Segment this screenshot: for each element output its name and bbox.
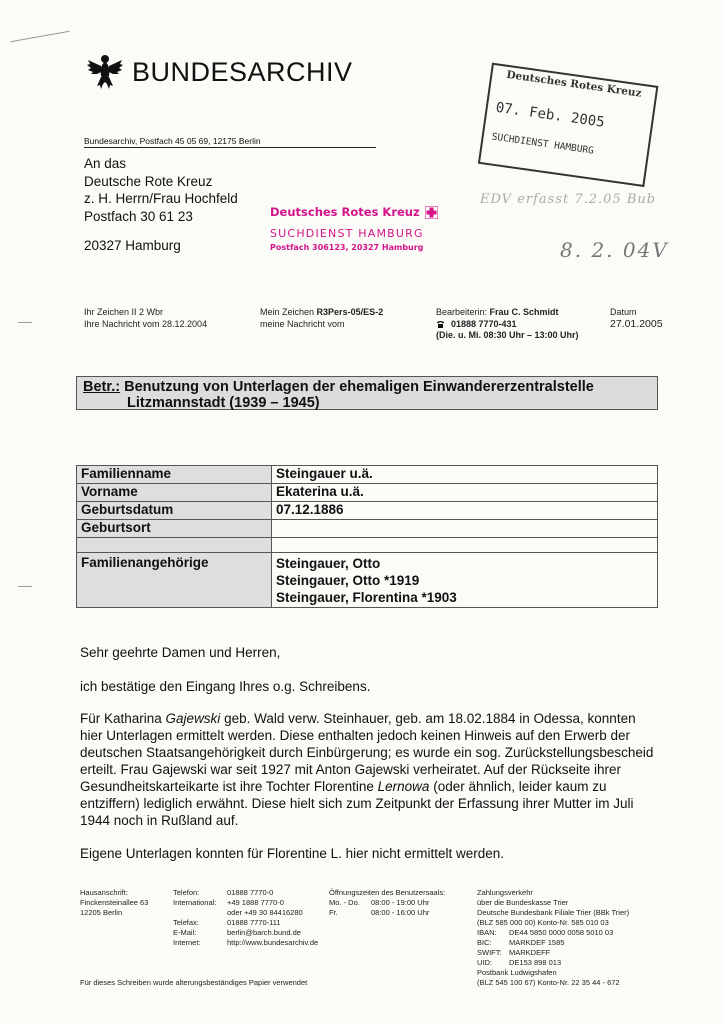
table-row — [77, 502, 658, 520]
footer-line: 12205 Berlin — [80, 908, 123, 917]
row-value: 07.12.1886 — [272, 502, 658, 520]
drk-stamp — [270, 205, 460, 252]
row-value — [272, 553, 658, 608]
footer-contact — [173, 888, 318, 948]
text-run: geb. Wald verw. Steinhauer, geb. am 18.02.1884 in Odessa, konnten hier Unterlagen ermittelt werden. Diese enthalten jedoch keinen Hinweis auf den Erwerb der deutschen Staatsangehörigkeit durch Einbürgerung; es wurde ein sog. Zurückstellungsbescheid erteilt. Frau Gajewski war seit 1927 mit Anton Gajewski verheiratet. Auf der Rückseite ihrer Gesundheitskarteikarte ist ihre Tochter Florentine — [80, 711, 654, 794]
footer-value: 01888 7770-111 — [227, 918, 281, 927]
subject-box — [76, 376, 658, 410]
body-paragraph: Eigene Unterlagen konnten für Florentine L. hier nicht ermittelt werden. — [80, 846, 504, 861]
scan-mark — [10, 31, 69, 42]
footer-key: Internet: — [173, 938, 201, 947]
drk-stamp-address: Postfach 306123, 20327 Hamburg — [270, 243, 424, 252]
table-row — [77, 538, 658, 553]
footer-value: 01888 7770-0 — [227, 888, 274, 897]
drk-stamp-org: Deutsches Rotes Kreuz — [270, 205, 420, 219]
footer-value: 08:00 - 19:00 Uhr — [371, 898, 430, 907]
row-label: Geburtsdatum — [77, 502, 272, 520]
footer-line: Öffnungszeiten des Benutzersaals: — [329, 888, 446, 897]
recipient-zipcity: 20327 Hamburg — [84, 238, 181, 253]
brand-name: BUNDESARCHIV — [132, 56, 353, 87]
row-value — [272, 520, 658, 538]
footer-line: über die Bundeskasse Trier — [477, 898, 569, 907]
footer-key: SWIFT: — [477, 948, 502, 957]
recipient-line: Postfach 30 61 23 — [84, 208, 193, 224]
footer-key: UID: — [477, 958, 492, 967]
recipient-address — [84, 155, 238, 225]
bearbeiterin-value: Frau C. Schmidt — [489, 307, 559, 317]
ihr-zeichen-block — [84, 307, 207, 330]
surname-emphasis: Gajewski — [165, 711, 221, 726]
footer-line: Finckensteinallee 63 — [80, 898, 149, 907]
body-paragraph — [80, 710, 660, 829]
mein-zeichen-block — [260, 307, 383, 330]
footer-key: International: — [173, 898, 217, 907]
drk-stamp-dept: SUCHDIENST HAMBURG — [270, 227, 424, 240]
footer-opening-hours — [329, 888, 445, 918]
footer-payment — [477, 888, 629, 988]
body-paragraph: ich bestätige den Eingang Ihres o.g. Schreibens. — [80, 679, 371, 694]
received-stamp — [478, 63, 661, 190]
text-run: Für Katharina — [80, 711, 166, 726]
ihre-nachricht: Ihre Nachricht vom 28.12.2004 — [84, 318, 208, 329]
footer-value: DE153 898 013 — [509, 958, 562, 967]
mein-zeichen-label: Mein Zeichen — [260, 307, 315, 317]
received-stamp-date: 07. Feb. 2005 — [494, 99, 606, 131]
table-row — [77, 466, 658, 484]
row-value: Ekaterina u.ä. — [272, 484, 658, 502]
recipient-line: z. H. Herrn/Frau Hochfeld — [84, 191, 238, 206]
row-label: Familienname — [77, 466, 272, 484]
handwritten-note: EDV erfasst 7.2.05 Bub — [480, 192, 657, 207]
footer-line: Hausanschrift: — [80, 888, 128, 897]
footer-key: Mo. - Do. — [329, 898, 360, 907]
handwritten-note: 8. 2. 04V — [560, 238, 669, 262]
footer-value: oder +49 30 84416280 — [227, 908, 303, 917]
eagle-emblem-icon — [86, 52, 124, 92]
datum-label: Datum — [610, 307, 637, 317]
row-value: Steingauer u.ä. — [272, 466, 658, 484]
person-data-table — [76, 465, 658, 608]
fold-mark — [18, 322, 32, 323]
footer-line: (BLZ 585 000 00) Konto-Nr. 585 010 03 — [477, 918, 609, 927]
subject-prefix: Betr.: — [83, 379, 121, 395]
meine-nachricht: meine Nachricht vom — [260, 318, 345, 329]
relative-entry: Steingauer, Otto *1919 — [276, 573, 420, 588]
datum-value: 27.01.2005 — [610, 317, 663, 330]
subject-line: Benutzung von Unterlagen der ehemaligen Einwandererzentralstelle — [124, 379, 594, 395]
footer-value: MARKDEF 1585 — [509, 938, 565, 947]
row-label: Vorname — [77, 484, 272, 502]
bearbeiterin-label: Bearbeiterin: — [436, 307, 488, 317]
email-link[interactable]: berlin@barch.bund.de — [227, 928, 301, 937]
row-value — [272, 538, 658, 553]
telephone-icon — [436, 320, 445, 329]
salutation: Sehr geehrte Damen und Herren, — [80, 645, 281, 660]
phone-number: 01888 7770-431 — [451, 318, 517, 329]
footer-line: (BLZ 545 100 67) Konto-Nr. 22 35 44 - 672 — [477, 978, 620, 987]
footer-key: BIC: — [477, 938, 492, 947]
office-hours: (Die. u. Mi. 08:30 Uhr – 13:00 Uhr) — [436, 330, 579, 340]
footer-key — [173, 908, 227, 918]
paper-note: Für dieses Schreiben wurde alterungsbeständiges Papier verwendet — [80, 978, 308, 987]
footer-key: IBAN: — [477, 928, 497, 937]
datum-block — [610, 307, 663, 330]
website-link[interactable]: http://www.bundesarchiv.de — [227, 938, 319, 947]
recipient-line: An das — [84, 156, 127, 171]
subject-line: Litzmannstadt (1939 – 1945) — [127, 395, 320, 411]
received-stamp-org: Deutsches Rotes Kreuz — [505, 68, 643, 100]
footer-line: Zahlungsverkehr — [477, 888, 533, 897]
footer-key: Telefon: — [173, 888, 200, 897]
text-run: (oder ähnlich, leider kaum zu entziffern) lediglich erwähnt. Diese hielt sich zum Zeitpunkt der Erfassung ihrer Mutter im Juli 1944 noch in Rußland auf. — [80, 779, 634, 828]
fold-mark — [18, 586, 32, 587]
bearbeiterin-block — [436, 307, 579, 342]
table-row — [77, 484, 658, 502]
table-row — [77, 553, 658, 608]
red-cross-icon — [425, 206, 438, 219]
received-stamp-dept: SUCHDIENST HAMBURG — [490, 131, 595, 157]
footer-key: E-Mail: — [173, 928, 197, 937]
recipient-line: Deutsche Rote Kreuz — [84, 173, 213, 189]
surname-emphasis: Lernowa — [377, 779, 430, 794]
sender-return-address: Bundesarchiv, Postfach 45 05 69, 12175 Berlin — [84, 136, 376, 148]
footer-line: Deutsche Bundesbank Filiale Trier (BBk Trier) — [477, 908, 630, 917]
footer-key: Fr. — [329, 908, 338, 917]
row-label: Geburtsort — [77, 520, 272, 538]
row-label — [77, 538, 272, 553]
ihr-zeichen: Ihr Zeichen II 2 Wbr — [84, 307, 164, 317]
letterhead — [86, 52, 353, 92]
table-row — [77, 520, 658, 538]
relative-entry: Steingauer, Otto — [276, 556, 381, 571]
footer-line: Postbank Ludwigshafen — [477, 968, 557, 977]
footer-address — [80, 888, 148, 918]
footer-value: +49 1888 7770-0 — [227, 898, 284, 907]
row-label: Familienangehörige — [77, 553, 272, 608]
footer-value: MARKDEFF — [509, 948, 551, 957]
mein-zeichen-value: R3Pers-05/ES-2 — [316, 307, 384, 317]
footer-value: 08:00 - 16:00 Uhr — [371, 908, 430, 917]
footer-key: Telefax: — [173, 918, 199, 927]
footer-value: DE44 5850 0000 0058 5010 03 — [509, 928, 614, 937]
relative-entry: Steingauer, Florentina *1903 — [276, 590, 457, 605]
